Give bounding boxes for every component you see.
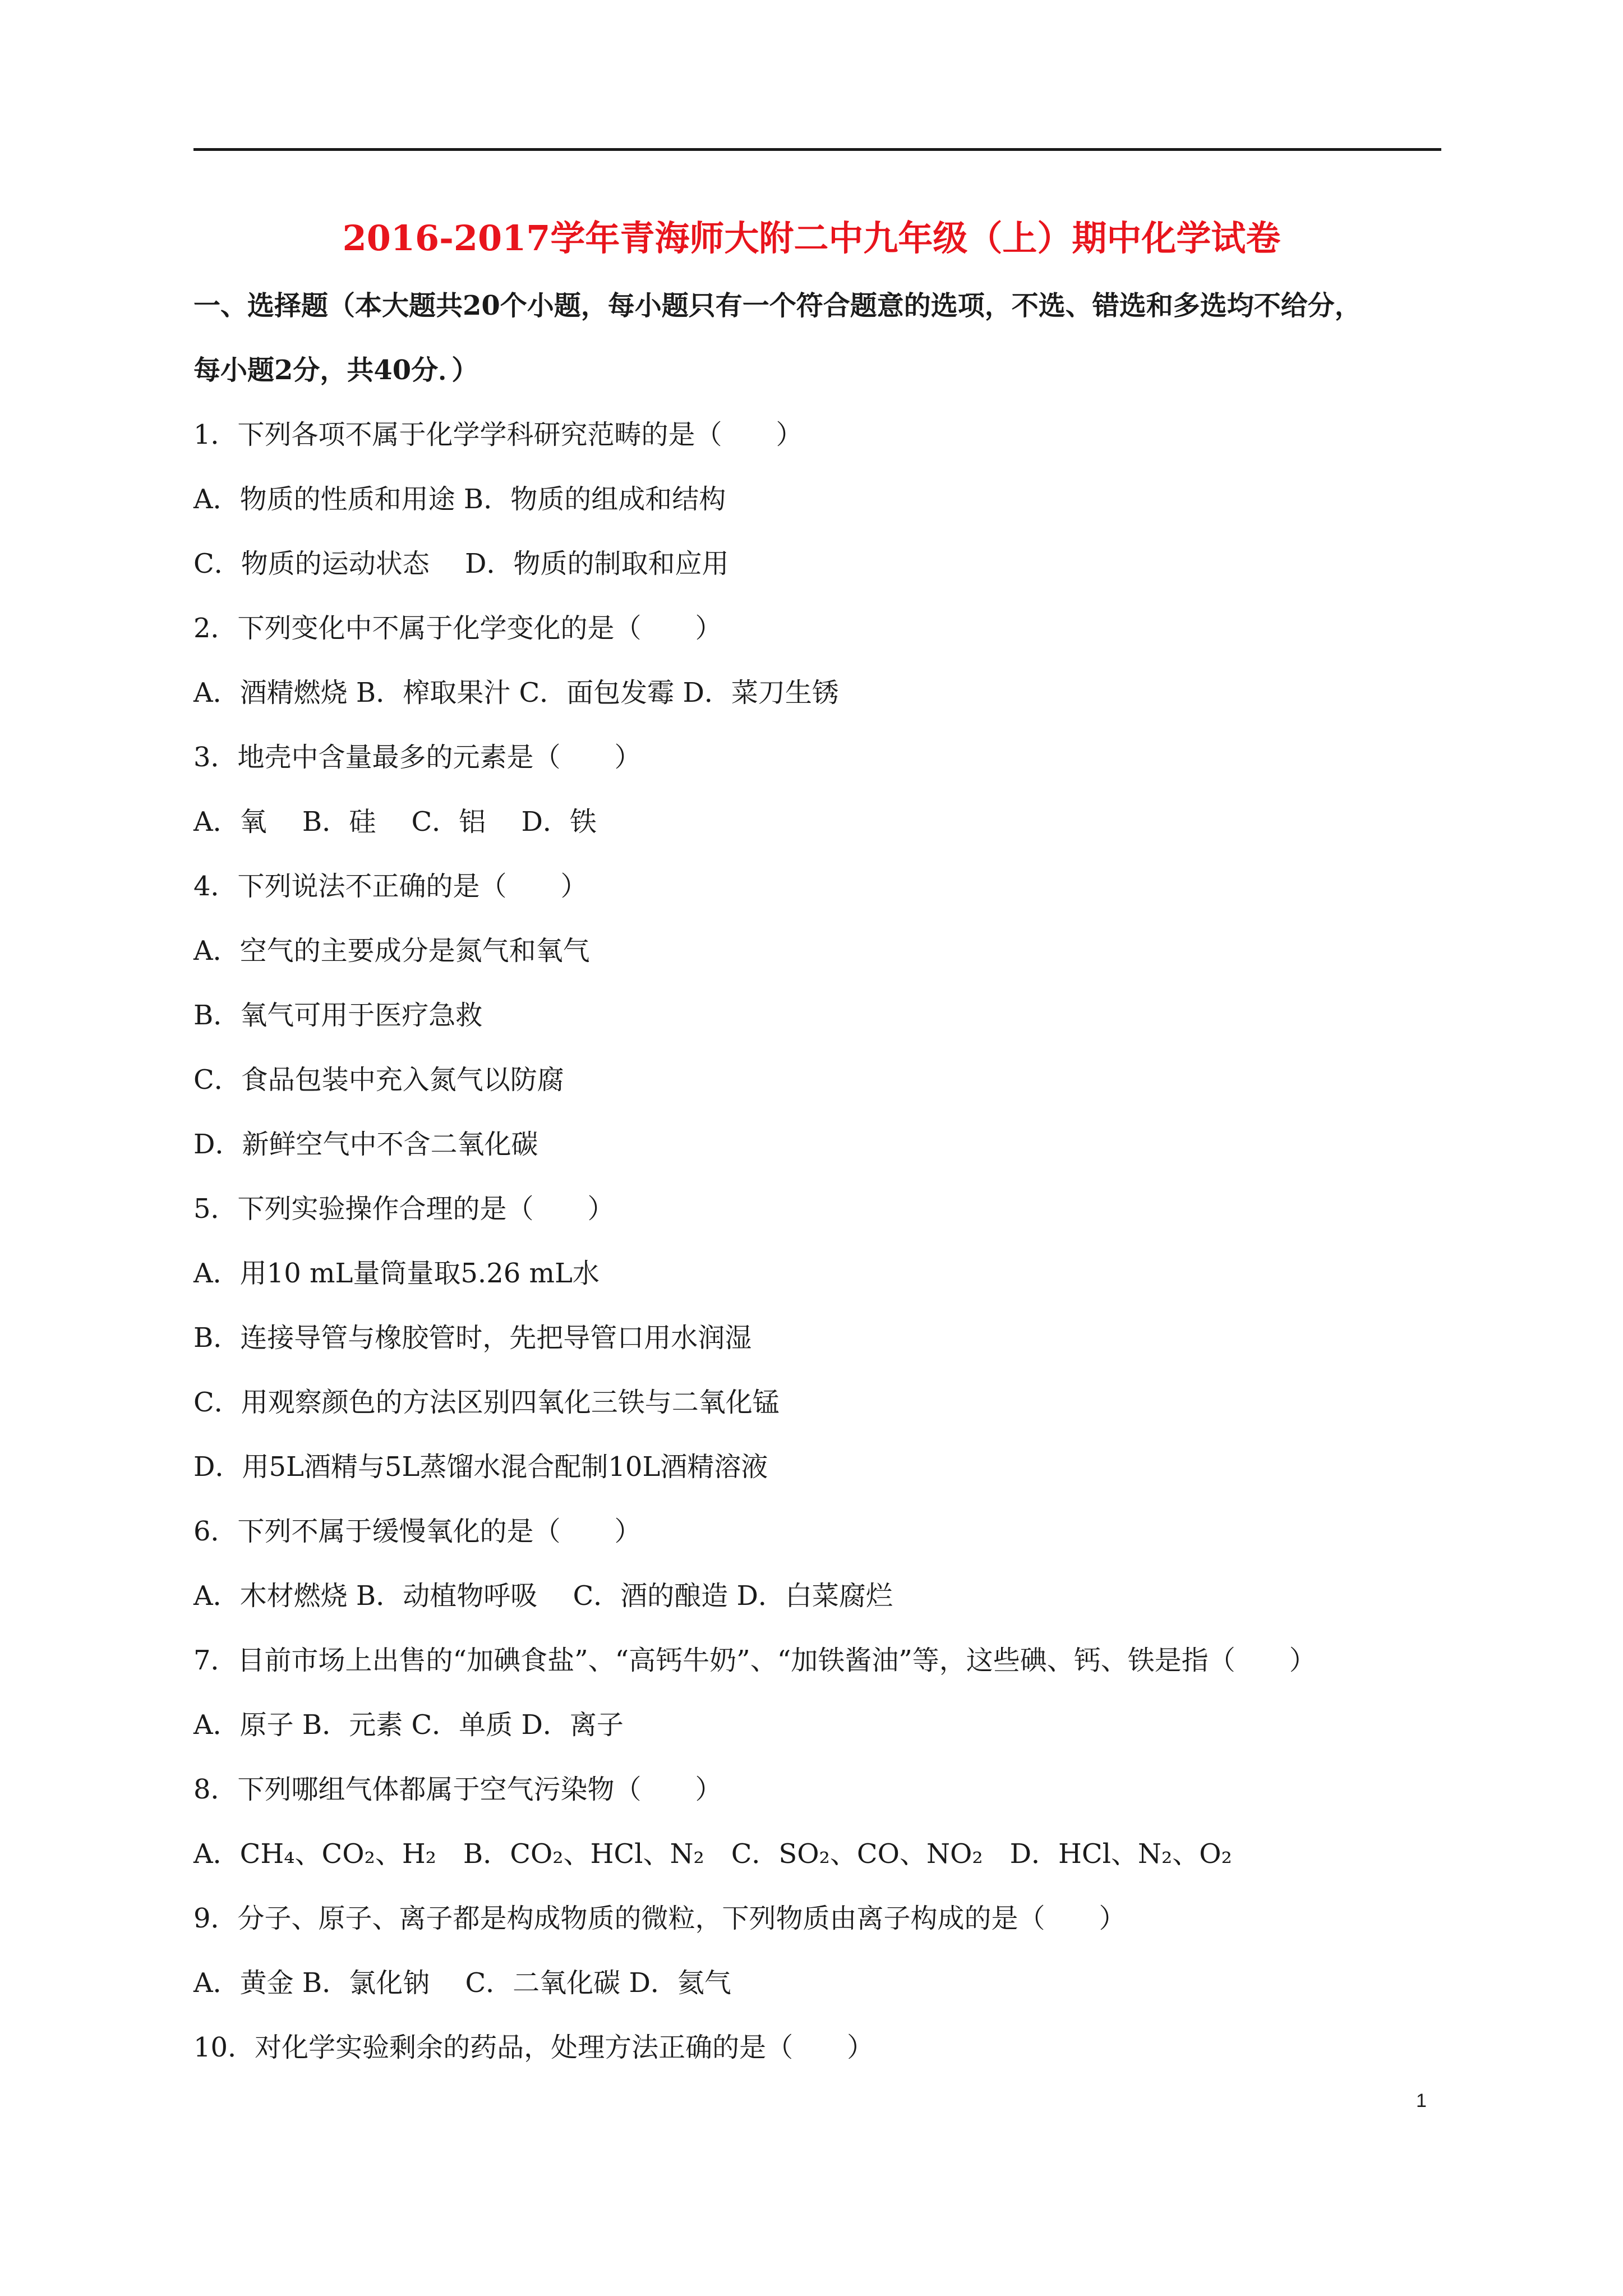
question-4-option-b: B．氧气可用于医疗急救 (193, 1000, 483, 1031)
section-header-line-2: 每小题2分，共40分．） (193, 355, 479, 386)
question-5: 5．下列实验操作合理的是（ ） (193, 1193, 615, 1225)
question-1: 1．下列各项不属于化学学科研究范畴的是（ ） (193, 419, 803, 450)
question-4-option-c: C．食品包装中充入氮气以防腐 (193, 1064, 564, 1096)
question-1-options-ab: A．物质的性质和用途 B．物质的组成和结构 (193, 484, 726, 515)
question-2-options: A．酒精燃烧 B．榨取果汁 C．面包发霉 D．菜刀生锈 (193, 677, 839, 708)
question-4: 4．下列说法不正确的是（ ） (193, 871, 588, 902)
question-8: 8．下列哪组气体都属于空气污染物（ ） (193, 1774, 722, 1805)
question-1-options-cd: C．物质的运动状态 D．物质的制取和应用 (193, 548, 729, 579)
question-3: 3．地壳中含量最多的元素是（ ） (193, 742, 642, 773)
question-2: 2．下列变化中不属于化学变化的是（ ） (193, 613, 722, 644)
header-rule (193, 148, 1441, 151)
question-5-option-d: D．用5L酒精与5L蒸馏水混合配制10L酒精溶液 (193, 1451, 768, 1483)
question-5-option-c: C．用观察颜色的方法区别四氧化三铁与二氧化锰 (193, 1387, 780, 1418)
question-3-options: A．氧 B．硅 C．铝 D．铁 (193, 806, 597, 838)
question-5-option-b: B．连接导管与橡胶管时，先把导管口用水润湿 (193, 1322, 752, 1354)
question-10: 10．对化学实验剩余的药品，处理方法正确的是（ ） (193, 2032, 874, 2063)
question-4-option-d: D．新鲜空气中不含二氧化碳 (193, 1129, 538, 1160)
question-7-options: A．原子 B．元素 C．单质 D．离子 (193, 1709, 624, 1741)
question-4-option-a: A．空气的主要成分是氮气和氧气 (193, 935, 590, 967)
question-8-options: A．CH₄、CO₂、H₂ B．CO₂、HCl、N₂ C．SO₂、CO、NO₂ D．HCl、N₂、O₂ (193, 1838, 1232, 1870)
page-title: 2016-2017学年青海师大附二中九年级（上）期中化学试卷 (342, 218, 1281, 259)
section-header-line-1: 一、选择题（本大题共20个小题，每小题只有一个符合题意的选项，不选、错选和多选均不给分， (193, 290, 1362, 321)
question-5-option-a: A．用10 mL量筒量取5.26 mL水 (193, 1258, 600, 1289)
question-7: 7．目前市场上出售的“加碘食盐”、“高钙牛奶”、“加铁酱油”等，这些碘、钙、铁是指（ ） (193, 1645, 1316, 1676)
question-9: 9．分子、原子、离子都是构成物质的微粒，下列物质由离子构成的是（ ） (193, 1903, 1126, 1934)
question-6: 6．下列不属于缓慢氧化的是（ ） (193, 1516, 642, 1547)
question-6-options: A．木材燃烧 B．动植物呼吸 C．酒的酿造 D．白菜腐烂 (193, 1580, 893, 1612)
question-9-options: A．黄金 B．氯化钠 C．二氧化碳 D．氦气 (193, 1967, 731, 1999)
page-number: 1 (1416, 2090, 1427, 2111)
